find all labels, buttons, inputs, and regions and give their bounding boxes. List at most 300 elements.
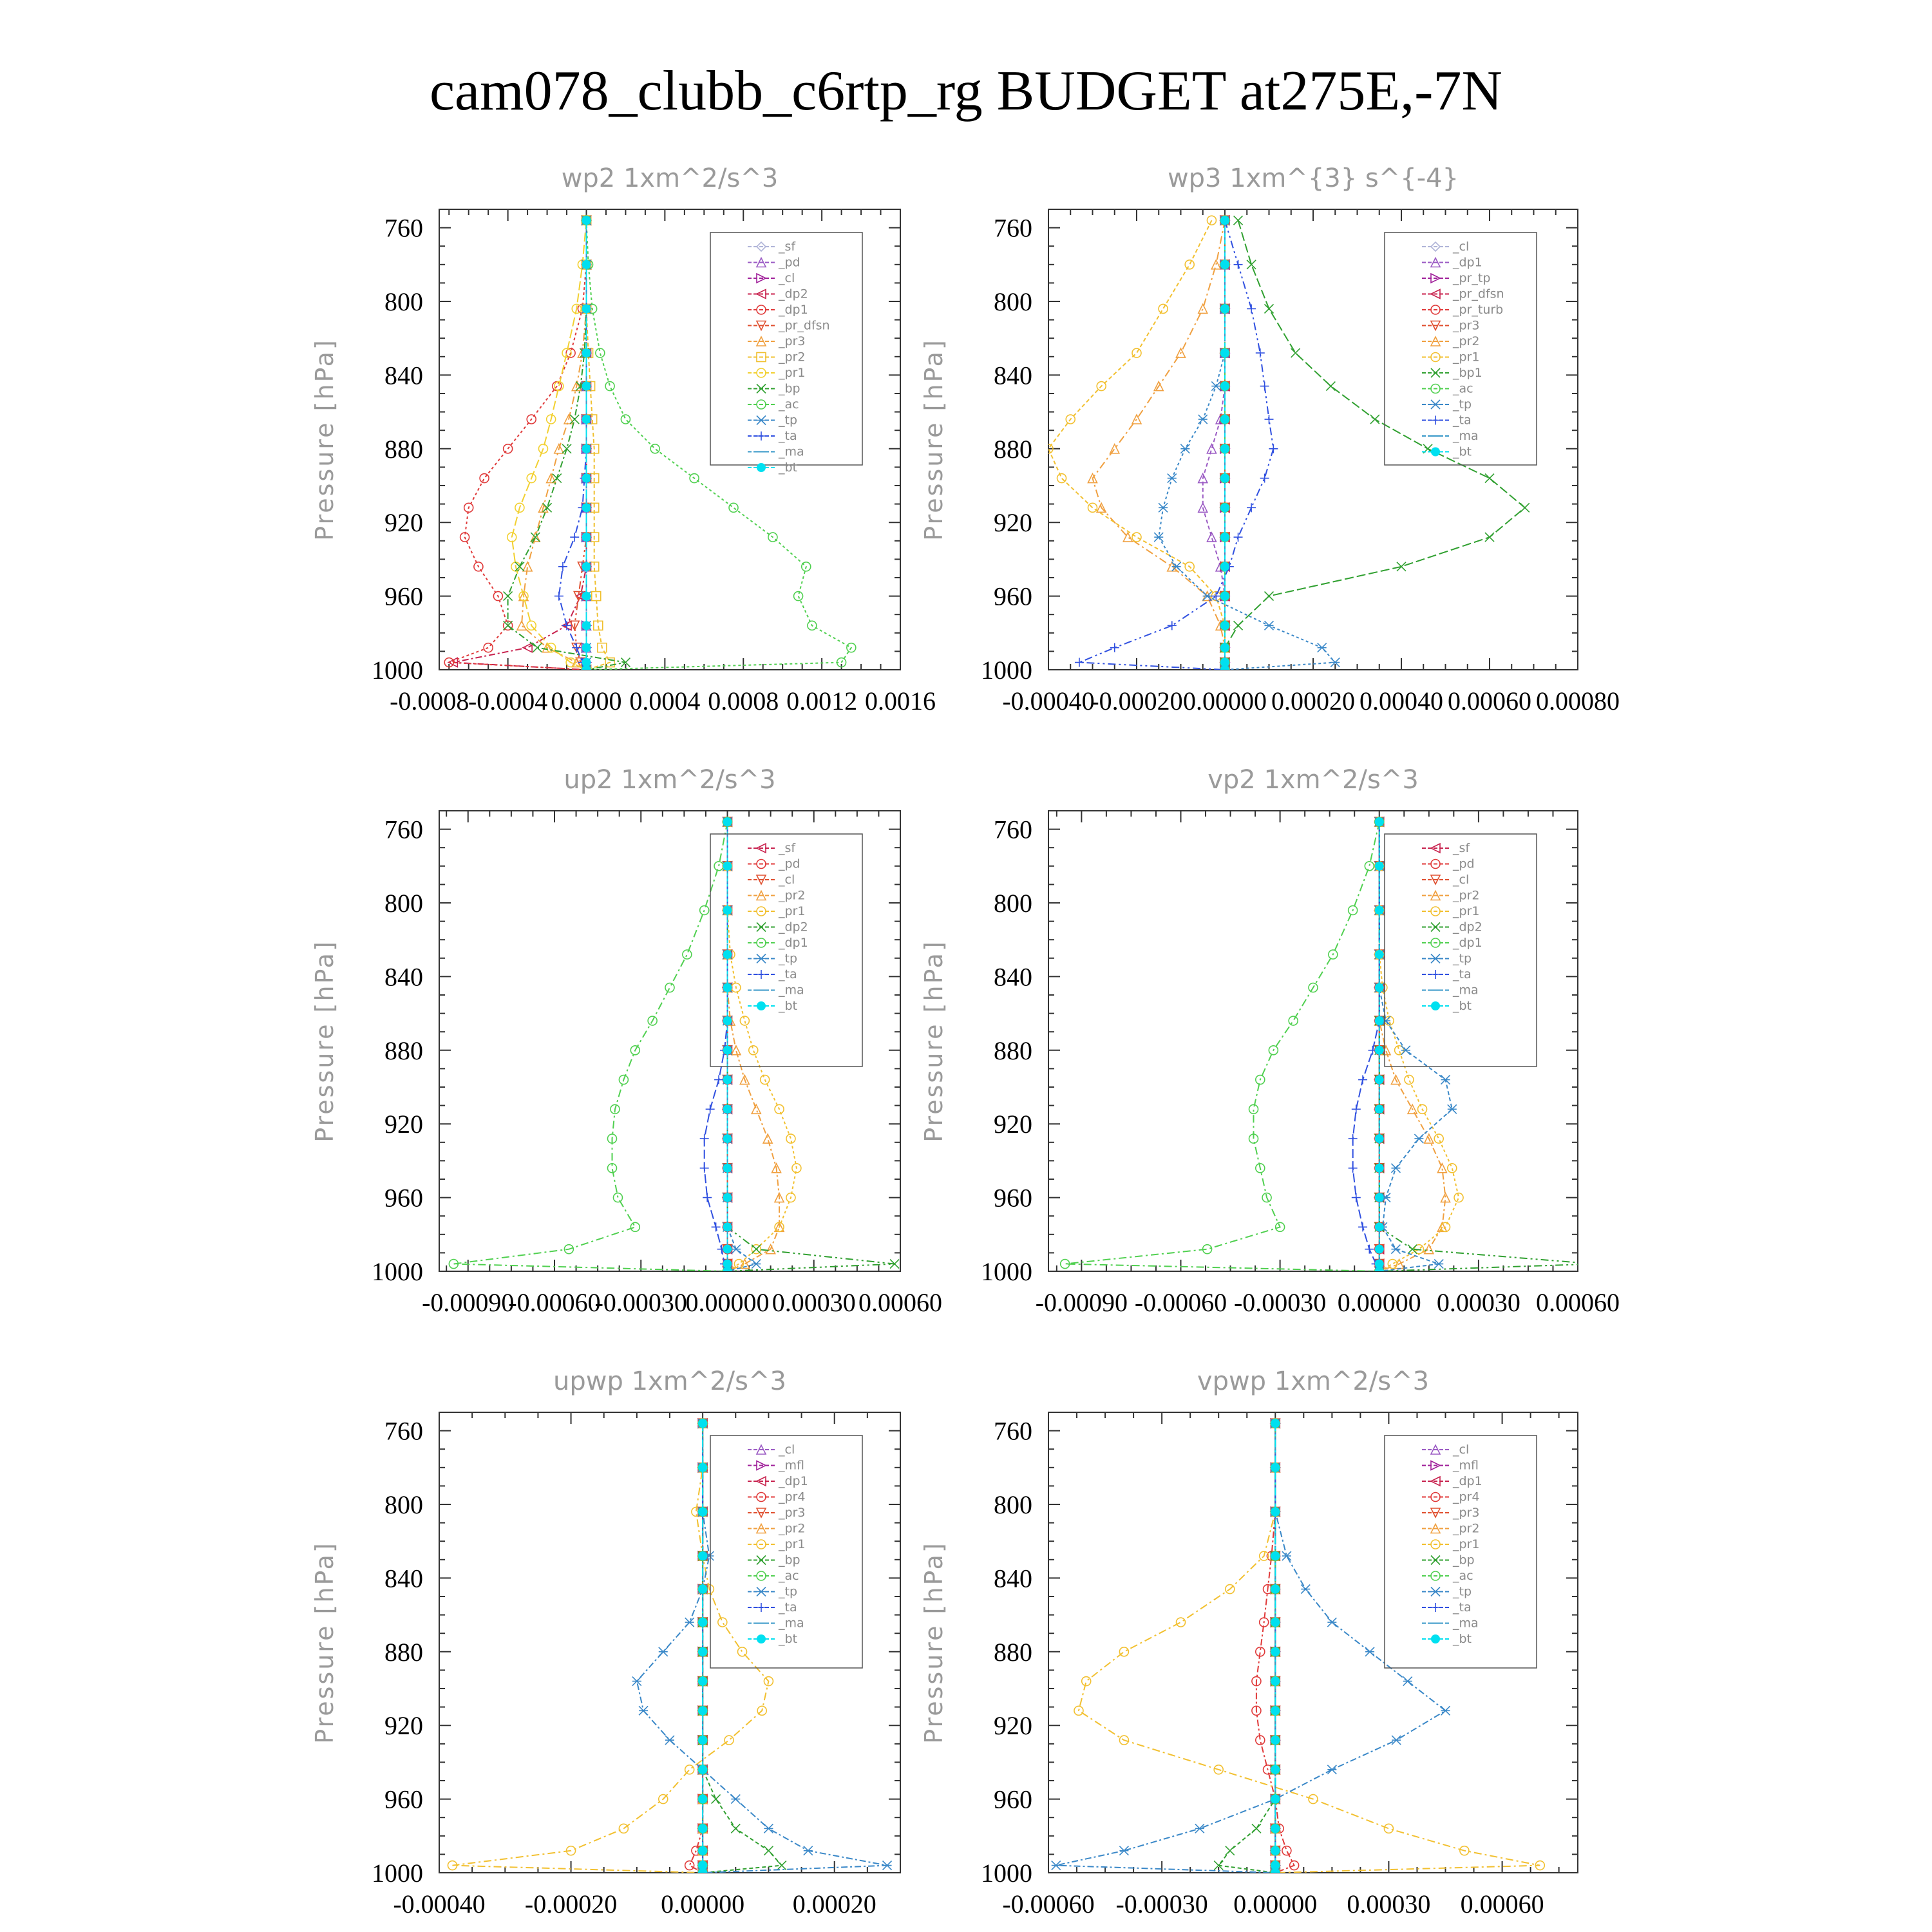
data-point-tp [1168,474,1177,483]
legend-entry: _bt [779,999,798,1013]
y-tick-label: 920 [994,508,1032,538]
legend-marker [757,463,766,472]
y-tick-label: 840 [384,962,423,992]
data-point-bt [582,665,591,674]
series-line-dp1 [453,822,727,1271]
data-point-ta [703,1193,712,1202]
data-point-bt [1220,382,1229,391]
legend-entry: _dp2 [779,287,808,301]
data-point-bt [698,1419,707,1428]
data-point-tp [752,1260,761,1269]
data-point-bt [1271,1507,1280,1516]
y-tick-label: 760 [384,1416,423,1446]
data-point-bp1 [1326,382,1335,391]
legend-entry: _dp1 [1453,936,1482,950]
data-point-pr1 [685,1765,694,1774]
data-point-bt [582,621,591,630]
plot-frame [439,811,900,1271]
y-tick-label: 880 [994,1036,1032,1065]
data-point-bt [723,862,732,871]
legend-entry: _pr_dfsn [1453,287,1504,301]
series-line-bp [1218,1423,1275,1873]
data-point-pr1 [1119,1647,1128,1656]
data-point-bt [698,1677,707,1686]
data-point-pr1 [1132,533,1141,542]
data-point-bt [1375,905,1384,914]
x-tick-label: 0.00060 [858,1288,942,1317]
data-point-bt [1375,950,1384,959]
data-point-bt [1375,1016,1384,1025]
legend-entry: _pr2 [1453,334,1480,348]
y-tick-label: 840 [994,361,1032,390]
x-tick-label: -0.00030 [1233,1288,1327,1317]
x-tick-label: 0.00000 [661,1889,745,1918]
y-tick-label: 1000 [372,656,423,685]
data-point-dp1 [484,643,493,652]
legend-marker [1431,1603,1440,1612]
x-tick-label: 0.0008 [708,687,779,715]
data-point-tp [1327,1618,1336,1627]
data-point-bt [582,415,591,424]
legend-entry: _ma [779,444,804,459]
data-point-bt [582,592,591,601]
data-point-bt [1220,592,1229,601]
y-tick-label: 920 [994,1110,1032,1139]
legend-entry: _pr1 [779,904,806,918]
data-point-tp [883,1861,892,1870]
x-tick-label: 0.00020 [792,1889,876,1918]
panel-6 [920,1367,1578,1918]
legend-entry: _mfl [779,1458,804,1473]
legend-entry: _dp1 [779,1474,808,1488]
series-line-tp [1379,822,1452,1271]
data-point-pr2 [752,1104,761,1113]
data-point-bt [1375,983,1384,992]
y-tick-label: 840 [384,361,423,390]
legend-entry: _pr1 [779,1537,806,1551]
legend [710,232,862,475]
data-point-bt [1271,1419,1280,1428]
data-point-bt [582,348,591,357]
data-point-ta [1358,1075,1367,1084]
data-point-bt [1220,348,1229,357]
data-point-bt [1271,1868,1280,1877]
data-point-ta [712,1222,721,1231]
data-point-bt [698,1618,707,1627]
data-point-pr1 [1405,1075,1414,1084]
y-tick-label: 800 [994,287,1032,316]
data-point-bp1 [1247,260,1256,269]
legend-entry: _cl [779,873,795,887]
data-point-ta [1365,1245,1374,1254]
series-line-pr2 [1093,220,1226,670]
data-point-bt [1220,260,1229,269]
y-tick-label: 760 [384,213,423,243]
y-tick-label: 920 [384,508,423,538]
legend-entry: _dp1 [1453,1474,1482,1488]
data-point-bt [1375,1267,1384,1276]
data-point-bt [1271,1736,1280,1745]
legend-entry: _tp [1453,1584,1472,1599]
data-point-bt [1375,1134,1384,1143]
x-tick-label: -0.0004 [468,687,548,715]
series-line-pr2 [1379,822,1446,1271]
data-point-bt [1220,665,1229,674]
data-point-tp [804,1846,813,1855]
legend-entry: _bp [779,381,800,396]
data-point-bt [698,1585,707,1594]
data-point-dp2 [752,1245,761,1254]
data-point-pr1 [1388,1260,1397,1269]
y-tick-label: 800 [994,1490,1032,1519]
y-tick-label: 880 [994,1637,1032,1667]
data-point-tp [1327,1765,1336,1774]
y-axis-label: Pressure [hPa] [920,338,948,541]
series-line-tp [1159,220,1335,670]
data-point-bt [723,905,732,914]
data-point-ta [706,1104,715,1113]
legend [1385,1435,1537,1668]
y-tick-label: 960 [994,1785,1032,1814]
data-point-ta [1234,260,1243,269]
data-point-bt [1375,862,1384,871]
legend-marker [1431,400,1440,409]
data-point-pr1 [724,1736,734,1745]
data-point-bt [723,1245,732,1254]
legend-entry: _pd [1453,857,1475,871]
legend-entry: _dp1 [1453,255,1482,270]
data-point-ta [1260,474,1269,483]
data-point-dp1 [613,1193,622,1202]
x-tick-label: -0.0008 [390,687,469,715]
data-point-pr2 [1425,1245,1434,1254]
legend-marker [1431,954,1440,963]
data-point-dp1 [665,983,674,992]
data-point-pr1 [1454,1193,1463,1202]
data-point-ta [1349,1164,1358,1173]
series-line-pr1 [453,1423,769,1873]
legend-marker [1431,368,1440,377]
data-point-pr1 [1057,474,1066,483]
data-point-bp1 [1485,533,1494,542]
x-tick-label: 0.00000 [1233,1889,1318,1918]
panel-3 [310,765,942,1317]
legend-entry: _pr2 [1453,888,1480,903]
data-point-tp [1318,643,1327,652]
data-point-bt [1220,562,1229,571]
x-tick-label: 0.00020 [1271,687,1355,715]
data-point-ta [700,1134,709,1143]
data-point-bt [1271,1463,1280,1472]
x-tick-label: 0.00000 [1337,1288,1421,1317]
y-tick-label: 960 [384,1183,423,1213]
data-point-bt [1375,1193,1384,1202]
panel-title: upwp 1xm^2/s^3 [553,1367,786,1396]
y-tick-label: 800 [994,889,1032,918]
legend-marker [1431,1556,1440,1565]
data-point-bt [1375,1075,1384,1084]
legend-entry: _pr_tp [1453,271,1491,285]
data-point-bp [531,533,540,542]
data-point-ta [1352,1104,1361,1113]
data-point-bp [731,1824,740,1833]
y-tick-label: 920 [384,1711,423,1741]
data-point-ac [729,503,738,512]
data-point-dp1 [480,474,489,483]
legend-entry: _cl [779,1443,795,1457]
legend-marker [757,1556,766,1565]
x-tick-label: 0.00030 [772,1288,856,1317]
legend-entry: _bp [779,1553,800,1567]
legend-entry: _pd [779,255,800,270]
data-point-pr1 [749,1046,758,1055]
data-point-bt [723,817,732,826]
data-point-pr1 [1384,1824,1393,1833]
x-tick-label: -0.00020 [1090,687,1183,715]
legend-entry: _pr2 [779,1521,806,1536]
data-point-bt [1271,1618,1280,1627]
data-point-bt [1271,1585,1280,1594]
data-point-bp [712,1795,721,1804]
panel-5 [310,1367,900,1918]
data-point-ta [1234,533,1243,542]
x-tick-label: 0.00080 [1536,687,1620,715]
data-point-bt [698,1736,707,1745]
data-point-tp [1392,1736,1401,1745]
data-point-ta [562,621,571,630]
data-point-tp [1391,1245,1400,1254]
y-tick-label: 1000 [981,1859,1032,1888]
plot-frame [1048,209,1578,670]
data-point-tp [1211,382,1220,391]
data-point-ta [572,643,581,652]
legend-entry: _tp [779,1584,798,1599]
data-point-tp [1301,1585,1310,1594]
legend-marker [1431,1587,1440,1596]
data-point-bp [533,643,542,652]
legend-entry: _cl [1453,1443,1470,1457]
series-group [449,817,899,1276]
data-point-bt [1271,1706,1280,1715]
x-tick-label: -0.00090 [1035,1288,1128,1317]
plot-frame [439,1412,900,1873]
data-point-bt [582,444,591,453]
data-point-tp [1119,1846,1128,1855]
legend-entry: _dp2 [779,920,808,934]
data-point-pr2 [1198,304,1208,313]
data-point-bp [515,562,524,571]
data-point-pr1 [1177,1618,1186,1627]
y-tick-label: 1000 [372,1859,423,1888]
data-point-pr2 [1132,415,1141,424]
x-tick-label: -0.00090 [422,1288,515,1317]
legend-marker [1431,970,1440,979]
data-point-bt [723,1046,732,1055]
data-point-bt [1220,444,1229,453]
legend-entry: _pd [779,857,800,871]
data-point-bt [582,260,591,269]
data-point-tp [1195,1824,1204,1833]
series-line-dp1 [449,220,586,670]
data-point-tp [1265,621,1274,630]
data-point-tp [1403,1677,1412,1686]
panel-title: wp3 1xm^{3} s^{-4} [1167,164,1459,193]
data-point-tp [731,1795,740,1804]
data-point-bt [698,1706,707,1715]
data-point-bt [1271,1765,1280,1774]
x-tick-label: 0.00030 [1436,1288,1520,1317]
y-tick-label: 920 [384,1110,423,1139]
series-line-pr1 [1379,822,1459,1271]
y-tick-label: 800 [384,287,423,316]
data-point-bt [698,1507,707,1516]
data-point-bt [1220,621,1229,630]
data-point-bt [582,382,591,391]
data-point-bt [1375,817,1384,826]
panel-4 [920,765,1620,1317]
legend-entry: _pr1 [1453,350,1480,365]
data-point-dp1 [1289,1016,1298,1025]
data-point-bt [723,950,732,959]
legend-entry: _cl [1453,240,1470,254]
legend-entry: _bt [1453,999,1472,1013]
panel-2 [920,164,1620,715]
legend-marker [757,431,766,440]
x-tick-label: 0.00040 [1359,687,1443,715]
series-line-dp2 [453,220,586,670]
series-line-ac [587,220,851,670]
panel-title: up2 1xm^2/s^3 [564,765,776,795]
y-tick-label: 960 [994,582,1032,611]
data-point-ta [714,1075,723,1084]
x-tick-label: -0.00060 [508,1288,601,1317]
legend-marker [1431,448,1440,457]
legend-marker [1431,923,1440,932]
data-point-ta [554,592,564,601]
x-tick-label: 0.00030 [1347,1889,1431,1918]
data-point-tp [1365,1647,1374,1656]
data-point-bt [723,1164,732,1173]
legend-marker [757,954,766,963]
data-point-bt [698,1846,707,1855]
legend-entry: _pr1 [1453,1537,1480,1551]
data-point-tp [685,1618,694,1627]
panel-title: vp2 1xm^2/s^3 [1208,765,1419,795]
data-point-bt [1375,1222,1384,1231]
data-point-bp1 [1265,304,1274,313]
x-tick-label: 0.00060 [1448,687,1531,715]
legend-entry: _bt [1453,444,1472,459]
data-point-tp [1180,444,1189,453]
legend-entry: _ac [1453,1569,1473,1583]
series-line-dp2 [1379,822,1595,1271]
legend-entry: _bt [1453,1632,1472,1646]
plot-frame [1048,811,1578,1271]
legend [710,1435,862,1668]
data-point-bt [1220,474,1229,483]
data-point-ta [1352,1193,1361,1202]
data-point-tp [1052,1861,1061,1870]
data-point-tp [1401,1046,1410,1055]
data-point-ta [1247,304,1256,313]
data-point-bt [723,1222,732,1231]
data-point-bt [1375,1104,1384,1113]
legend-entry: _sf [779,240,796,254]
series-line-dp1 [1065,822,1379,1271]
data-point-pr1 [1159,304,1168,313]
data-point-bt [1220,533,1229,542]
y-tick-label: 1000 [372,1257,423,1286]
data-point-tp [1282,1551,1291,1560]
legend-entry: _tp [779,413,798,428]
legend-entry: _sf [1453,841,1470,855]
legend-entry: _bt [779,460,798,475]
legend-marker [1431,416,1440,425]
legend-entry: _dp1 [779,936,808,950]
y-axis-label: Pressure [hPa] [310,1541,339,1744]
legend-entry: _dp1 [779,303,808,317]
data-point-pr1 [1448,1164,1457,1173]
data-point-tp [1441,1706,1450,1715]
data-point-bt [582,533,591,542]
data-point-ta [1265,415,1274,424]
data-point-bt [1375,1164,1384,1173]
legend-entry: _cl [779,271,795,285]
legend-entry: _cl [1453,873,1470,887]
x-tick-label: 0.00000 [1183,687,1267,715]
data-point-tp [1414,1134,1423,1143]
y-tick-label: 920 [994,1711,1032,1741]
legend-entry: _pr_turb [1453,303,1504,317]
y-tick-label: 760 [994,1416,1032,1446]
data-point-bt [1220,503,1229,512]
legend-entry: _ma [1453,1616,1479,1631]
y-tick-label: 880 [384,1637,423,1667]
y-tick-label: 960 [384,1785,423,1814]
series-group [448,1419,891,1877]
legend-entry: _ma [1453,429,1479,443]
legend-entry: _bp1 [1453,366,1482,380]
x-tick-label: -0.00020 [524,1889,618,1918]
legend-entry: _pr3 [1453,318,1480,333]
data-point-pr4 [685,1861,694,1870]
data-point-bt [698,1795,707,1804]
data-point-tp [1159,503,1168,512]
legend-marker [757,1587,766,1596]
data-point-bp1 [1234,216,1243,225]
data-point-ta [1349,1134,1358,1143]
data-point-tp [632,1677,641,1686]
data-point-bt [723,983,732,992]
data-point-bt [1220,216,1229,225]
legend-entry: _ta [1453,413,1472,428]
legend-entry: _ta [779,967,797,981]
data-point-ta [700,1164,709,1173]
data-point-dp1 [683,950,692,959]
data-point-bt [1375,1245,1384,1254]
y-tick-label: 840 [994,1564,1032,1593]
data-point-bt [723,1193,732,1202]
x-tick-label: -0.00030 [1115,1889,1208,1918]
legend-entry: _pr3 [779,1506,806,1520]
data-point-dp2 [1590,1260,1599,1269]
series-line-ta [1079,220,1273,670]
data-point-tp [1448,1104,1457,1113]
data-point-pr1 [740,1016,749,1025]
legend-marker [1431,1001,1440,1010]
legend [1385,232,1537,465]
legend-entry: _pr2 [1453,1521,1480,1536]
